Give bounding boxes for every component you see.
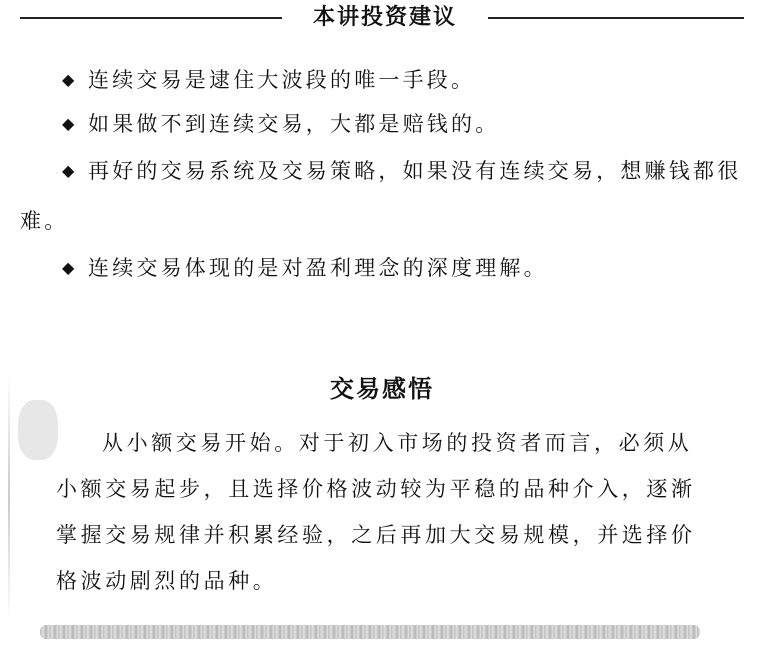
scan-artifact-bar <box>40 625 700 639</box>
list-item-text: 连续交易是逮住大波段的唯一手段。 <box>88 68 476 92</box>
advice-list <box>20 58 748 290</box>
insight-body: 从小额交易开始。对于初入市场的投资者而言，必须从小额交易起步，且选择价格波动较为平稳的品种介入，逐渐掌握交易规律并积累经验，之后再加大交易规模，并选择价格波动剧烈的品种。 <box>56 431 696 593</box>
insight-title: 交易感悟 <box>330 375 434 403</box>
diamond-bullet-icon: ◆ <box>62 258 75 277</box>
diamond-bullet-icon: ◆ <box>62 70 75 89</box>
diamond-bullet-icon: ◆ <box>62 114 75 133</box>
diamond-bullet-icon: ◆ <box>62 161 75 180</box>
section-title: 本讲投资建议 <box>312 5 457 30</box>
list-item-text: 连续交易体现的是对盈利理念的深度理解。 <box>88 256 548 280</box>
list-item-text: 再好的交易系统及交易策略，如果没有连续交易，想赚钱都很难。 <box>20 159 742 233</box>
list-item-text: 如果做不到连续交易，大都是赔钱的。 <box>88 112 500 136</box>
list-item <box>20 246 748 290</box>
list-item <box>20 146 748 246</box>
header-rule-left <box>20 17 282 19</box>
scan-smudge <box>18 400 58 460</box>
scan-artifact-line <box>8 372 10 622</box>
header-rule-right <box>488 17 744 19</box>
list-item <box>20 58 748 102</box>
list-item <box>20 102 748 146</box>
